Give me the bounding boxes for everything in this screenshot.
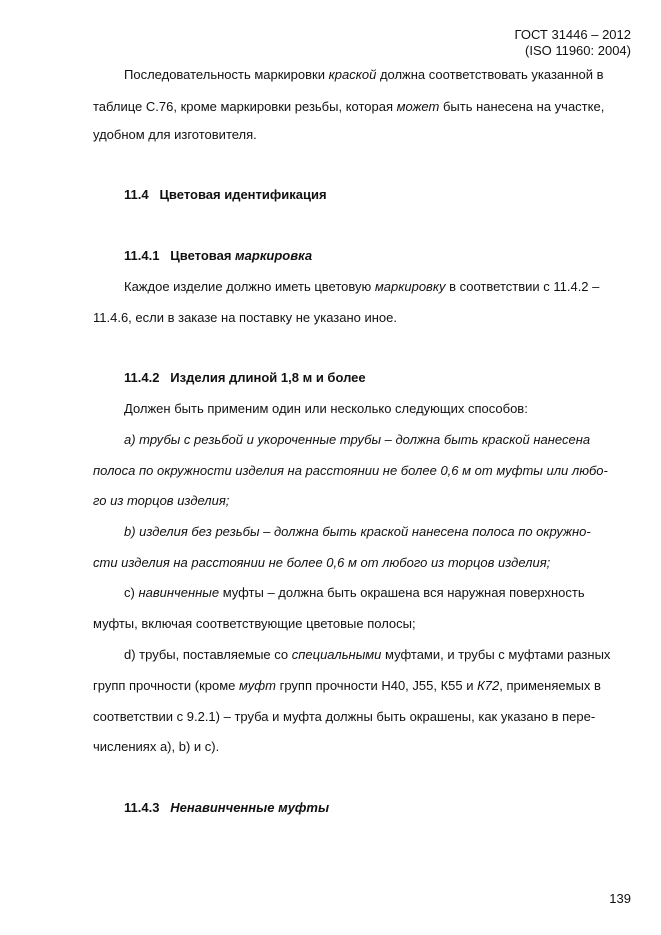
- paragraph-line: удобном для изготовителя.: [93, 127, 257, 142]
- section-heading-11-4-3: [124, 800, 329, 816]
- italic-text: краской: [328, 67, 377, 82]
- list-item-b: [124, 524, 591, 540]
- text: групп прочности (кроме: [93, 678, 239, 693]
- italic-text: может: [396, 99, 440, 114]
- section-number: 11.4.1: [124, 248, 160, 263]
- section-heading-11-4-2: [124, 370, 366, 386]
- text: муфтами, и трубы с муфтами разных: [381, 647, 611, 662]
- paragraph-line: Должен быть применим один или несколько следующих способов:: [124, 401, 528, 416]
- page-number: 139: [609, 891, 631, 906]
- paragraph-line: [124, 67, 604, 83]
- section-number: 11.4: [124, 187, 149, 202]
- italic-text: a) трубы с резьбой и укороченные трубы – должна быть краской нанесена: [124, 432, 591, 447]
- list-item-d-cont: числениях а), b) и с).: [93, 739, 220, 754]
- document-header: [515, 27, 631, 59]
- paragraph-line: [124, 279, 599, 295]
- list-item-d-cont: [93, 678, 601, 694]
- section-heading-11-4-1: [124, 248, 312, 264]
- text: , применяемых в: [499, 678, 601, 693]
- text: c): [124, 585, 139, 600]
- list-item-c-cont: муфты, включая соответствующие цветовые полосы;: [93, 616, 416, 631]
- list-item-d-cont: соответствии с 9.2.1) – труба и муфта должны быть окрашены, как указано в пере-: [93, 709, 596, 724]
- paragraph-line: [93, 99, 604, 115]
- section-title-italic: маркировка: [235, 248, 313, 263]
- iso-reference: (ISO 11960: 2004): [525, 43, 631, 58]
- list-item-b-cont: [93, 555, 550, 571]
- section-number: 11.4.2: [124, 370, 160, 385]
- text: Каждое изделие должно иметь цветовую: [124, 279, 375, 294]
- list-item-a-cont: [93, 463, 608, 479]
- section-heading-11-4: [124, 187, 327, 203]
- list-item-a-cont: [93, 493, 229, 509]
- text: должна соответствовать указанной в: [376, 67, 604, 82]
- paragraph-line: 11.4.6, если в заказе на поставку не указано иное.: [93, 310, 397, 325]
- italic-text: К72: [477, 678, 500, 693]
- text: Последовательность маркировки: [124, 67, 329, 82]
- section-title: Цветовая идентификация: [159, 187, 327, 202]
- list-item-d: [124, 647, 610, 663]
- list-item-c: [124, 585, 585, 601]
- section-title: Изделия длиной 1,8 м и более: [170, 370, 366, 385]
- section-title: Цветовая: [170, 248, 236, 263]
- text: в соответствии с 11.4.2 –: [445, 279, 600, 294]
- italic-text: муфт: [239, 678, 276, 693]
- text: быть нанесена на участке,: [439, 99, 605, 114]
- italic-text: сти изделия на расстоянии не более 0,6 м от любого из торцов изделия;: [93, 555, 551, 570]
- text: таблице С.76, кроме маркировки резьбы, которая: [93, 99, 397, 114]
- text: групп прочности Н40, J55, К55 и: [275, 678, 478, 693]
- italic-text: маркировку: [374, 279, 446, 294]
- list-item-a: [124, 432, 590, 448]
- italic-text: навинченные: [138, 585, 220, 600]
- italic-text: полоса по окружности изделия на расстоянии не более 0,6 м от муфты или любо-: [93, 463, 608, 478]
- standard-number: ГОСТ 31446 – 2012: [514, 27, 631, 42]
- italic-text: специальными: [291, 647, 382, 662]
- section-title-italic: Ненавинченные муфты: [170, 800, 330, 815]
- text: d) трубы, поставляемые со: [124, 647, 292, 662]
- section-number: 11.4.3: [124, 800, 160, 815]
- text: муфты – должна быть окрашена вся наружная поверхность: [219, 585, 585, 600]
- italic-text: b) изделия без резьбы – должна быть краской нанесена полоса по окружно-: [124, 524, 591, 539]
- italic-text: го из торцов изделия;: [93, 493, 230, 508]
